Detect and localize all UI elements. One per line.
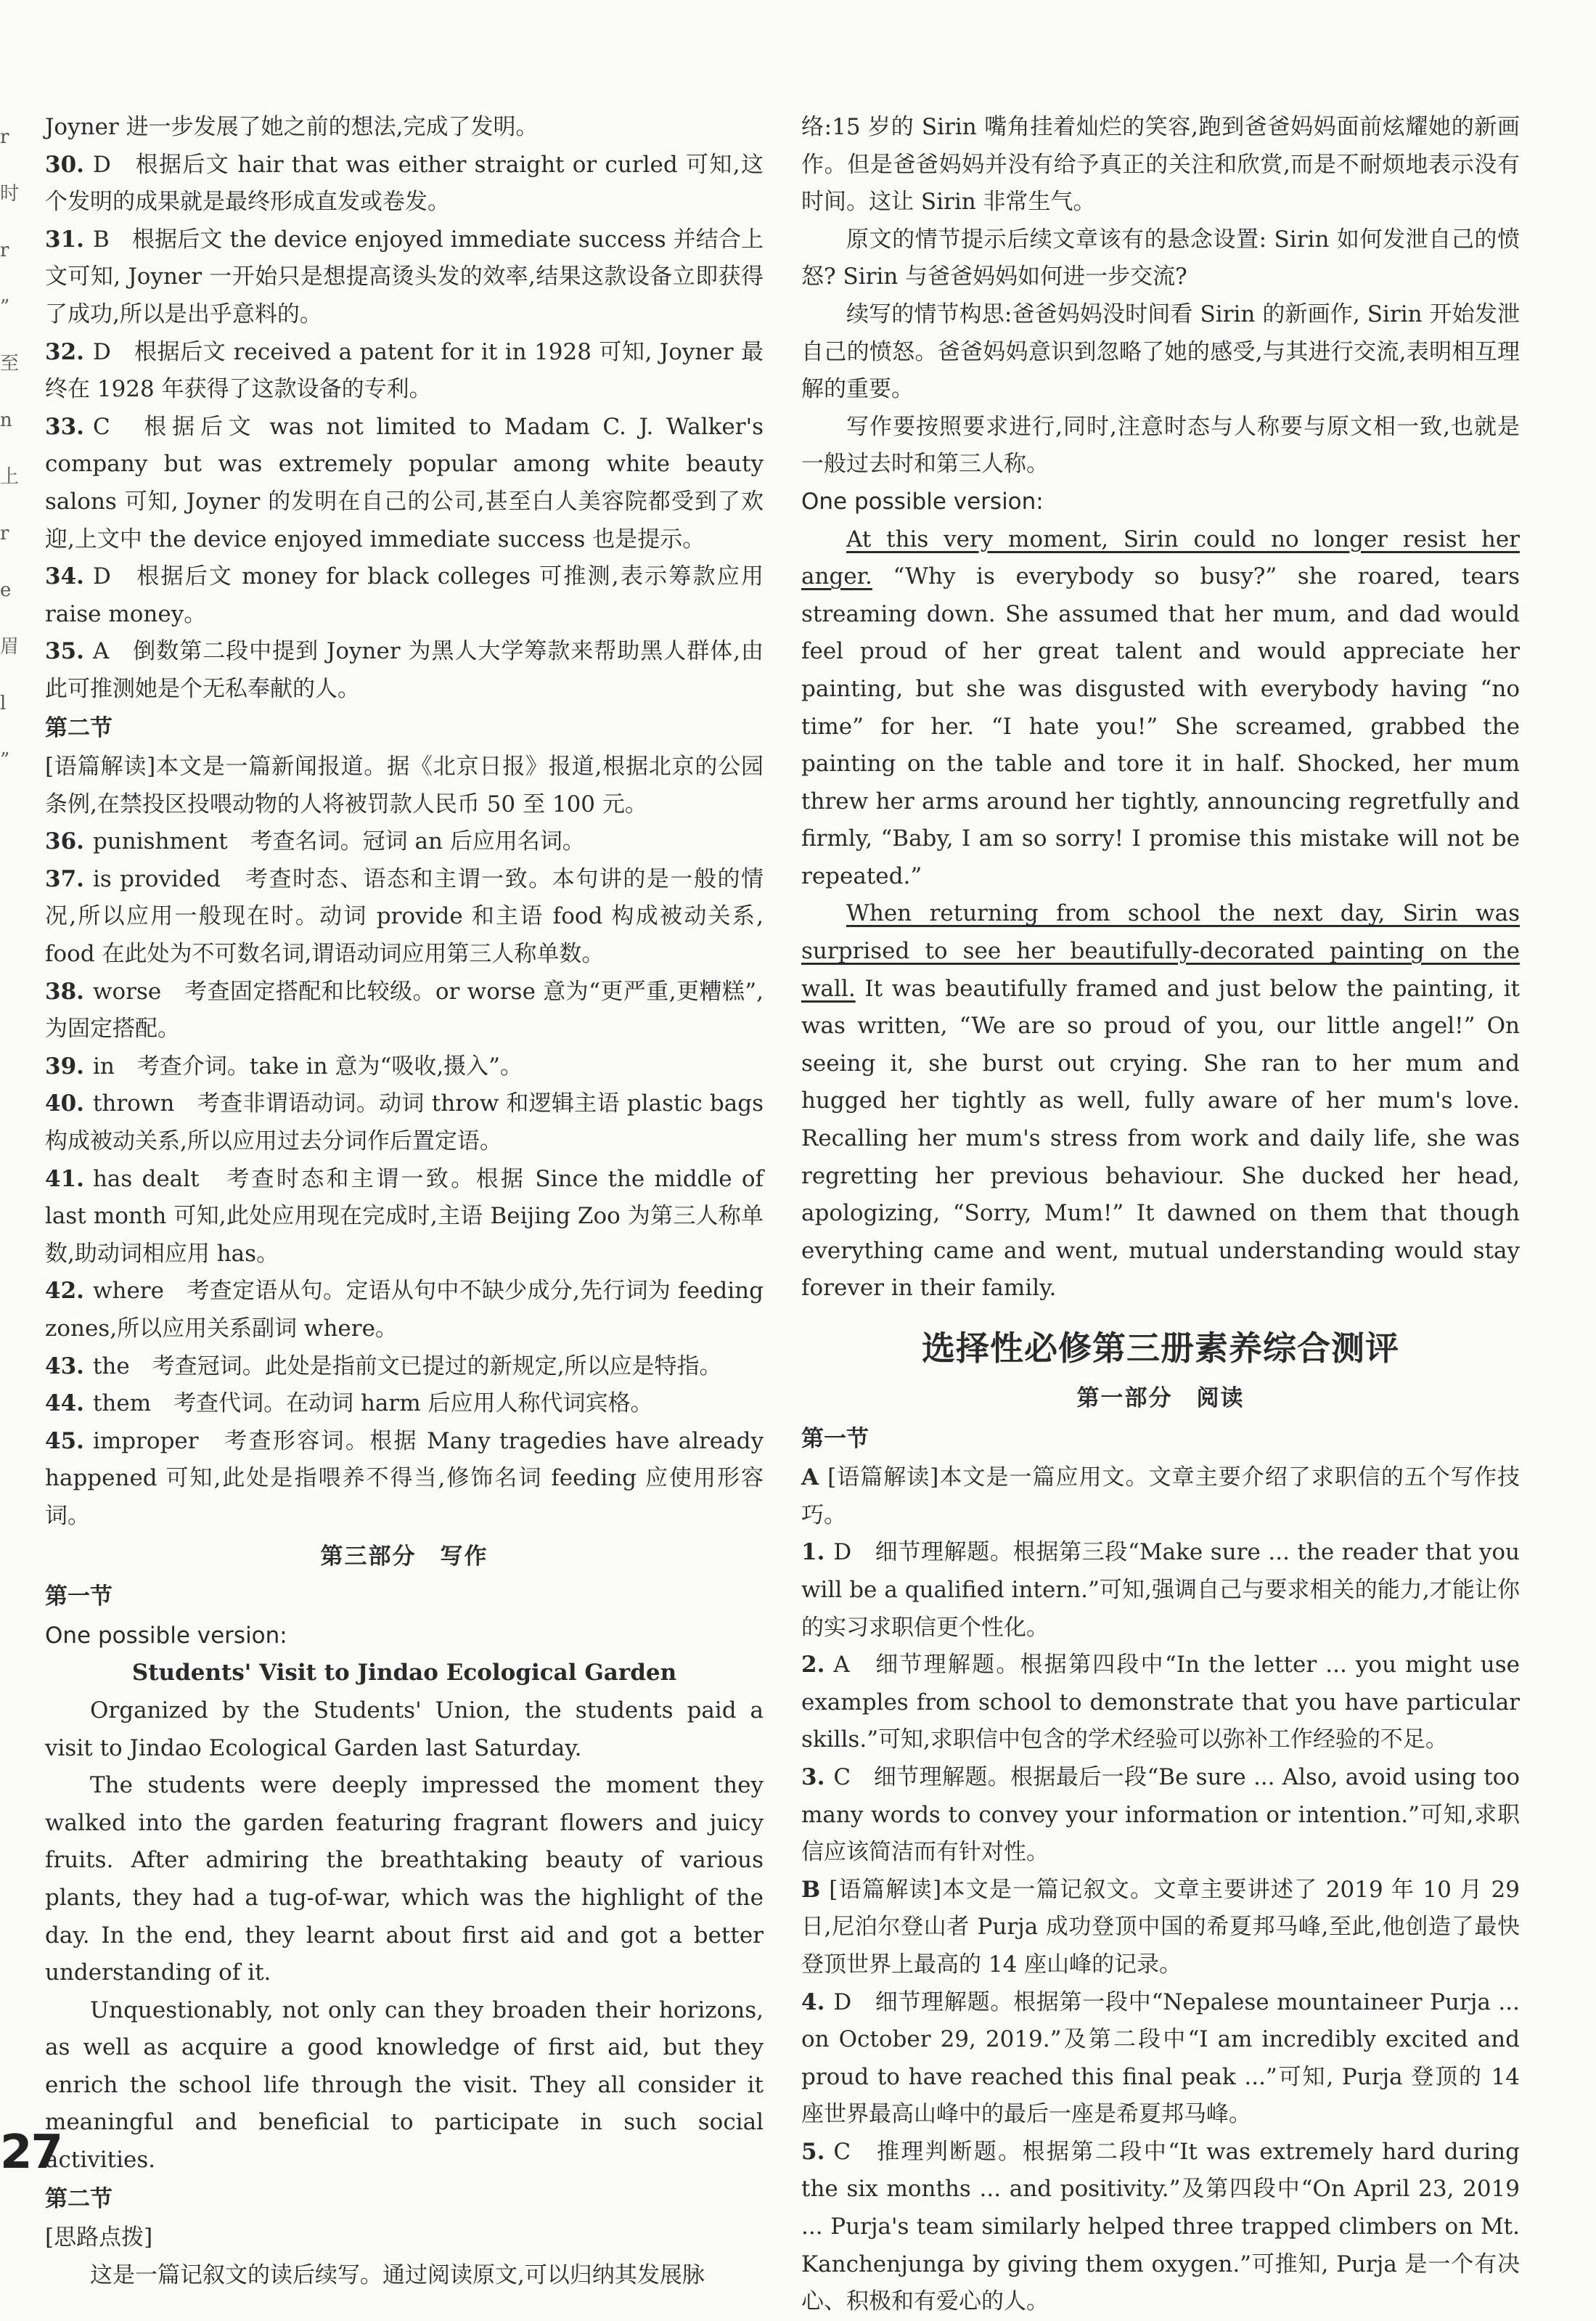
given-opening-sentence: When returning from school the next day, Sirin was surprised to see her beautifully-decorated painting on the wall. (801, 900, 1520, 1002)
answer-1: 1. D 细节理解题。根据第三段“Make sure ... the reader that you will be a qualified intern.”可知,强调自己与要求相关的能力,才能让你的实习求职信更个性化。 (801, 1539, 1520, 1641)
answer-40: 40. thrown 考查非谓语动词。动词 throw 和逻辑主语 plastic bags 构成被动关系,所以应用过去分词作后置定语。 (45, 1090, 764, 1155)
right-column (801, 109, 1520, 2321)
answer-2: 2. A 细节理解题。根据第四段中“In the letter ... you might use examples from school to demonstrate that you have particular skills.”可知,求职信中包含的学术经验可以弥补工作经验的不足。 (801, 1652, 1520, 1753)
answer-30: 30. D 根据后文 hair that was either straight or curled 可知,这个发明的成果就是最终形成直发或卷发。 (45, 151, 764, 216)
answer-39: 39. in 考查介词。take in 意为“吸收,摄入”。 (45, 1053, 523, 1080)
left-column (45, 109, 764, 2294)
story-paragraph: At this very moment, Sirin could no longer resist her anger. “Why is everybody so busy?” she roared, tears streaming down. She assumed that her mum, and dad would feel proud of her great talent and would appreciate her painting, but she was disgusted with everybody having “no time” for her. “I hate you!” She screamed, grabbed the painting on the table and tore it in half. Shocked, her mum threw her arms around her tightly, announcing regretfully and firmly, “Baby, I am so sorry! I promise this mistake will not be repeated.” (801, 526, 1520, 889)
passage-analysis: B [语篇解读]本文是一篇记叙文。文章主要讲述了 2019 年 10 月 29 日,尼泊尔登山者 Purja 成功登顶中国的希夏邦马峰,至此,他创造了最快登顶世界上最高的 14 座山峰的记录。 (801, 1876, 1520, 1978)
thinking-tag-line: [思路点拨] (45, 2224, 153, 2251)
section-heading: 第一节 (801, 1425, 869, 1452)
paragraph: Joyner 进一步发展了她之前的想法,完成了发明。 (45, 114, 539, 140)
paragraph: 络:15 岁的 Sirin 嘴角挂着灿烂的笑容,跑到爸爸妈妈面前炫耀她的新画作。但是爸爸妈妈并没有给予真正的关注和欣赏,而是不耐烦地表示没有时间。这让 Sirin 非常生气。 (801, 114, 1520, 216)
answer-36: 36. punishment 考查名词。冠词 an 后应用名词。 (45, 828, 585, 855)
story-paragraph: When returning from school the next day, Sirin was surprised to see her beautifully-decorated painting on the wall. It was beautifully framed and just below the painting, it was written, “We are so proud of you, our little angel!” On seeing it, she burst out crying. She ran to her mum and hugged her tightly as well, fully aware of her mum's love. Recalling her mum's stress from work and daily life, she was regretting her previous behaviour. She ducked her head, apologizing, “Sorry, Mum!” It dawned on them that though everything came and went, mutual understanding would stay forever in their family. (801, 900, 1520, 1302)
essay-title: Students' Visit to Jindao Ecological Garden (131, 1660, 677, 1686)
paragraph: 这是一篇记叙文的读后续写。通过阅读原文,可以归纳其发展脉 (90, 2261, 705, 2288)
answer-4: 4. D 细节理解题。根据第一段中“Nepalese mountaineer Purja ... on October 29, 2019.”及第二段中“I am incredibly excited and proud to have reached this final peak ...”可知, Purja 登顶的 14 座世界最高山峰中的最后一座是希夏邦马峰。 (801, 1988, 1520, 2128)
left-edge-cropped-text: r 时 r ” 至 n 上 r e 眉 l ” (0, 126, 20, 771)
answer-38: 38. worse 考查固定搭配和比较级。or worse 意为“更严重,更糟糕”,为固定搭配。 (45, 978, 764, 1043)
thinking-tag: 思路点拨 (54, 2224, 144, 2251)
version-label: One possible version: (801, 488, 1044, 515)
answer-3: 3. C 细节理解题。根据最后一段“Be sure ... Also, avoid using too many words to convey your information or intention.”可知,求职信应该简洁而有针对性。 (801, 1763, 1520, 1866)
essay-paragraph: The students were deeply impressed the moment they walked into the garden featuring fragrant flowers and juicy fruits. After admiring the breathtaking beauty of various plants, they had a tug-of-war, which was the highlight of the day. In the end, they learnt about first aid and got a better understanding of it. (45, 1772, 764, 1986)
test-title: 选择性必修第三册素养综合测评 (922, 1329, 1399, 1368)
answer-37: 37. is provided 考查时态、语态和主谓一致。本句讲的是一般的情况,所以应用一般现在时。动词 provide 和主语 food 构成被动关系, food 在此处为不可数名词,谓语动词应用第三人称单数。 (45, 865, 764, 968)
answer-45: 45. improper 考查形容词。根据 Many tragedies have already happened 可知,此处是指喂养不得当,修饰名词 feeding 应使用形容词。 (45, 1427, 764, 1529)
section-heading: 第一节 (45, 1583, 112, 1610)
paragraph: 写作要按照要求进行,同时,注意时态与人称要与原文相一致,也就是一般过去时和第三人称。 (801, 413, 1520, 478)
answer-31: 31. B 根据后文 the device enjoyed immediate success 并结合上文可知, Joyner 一开始只是想提高烫头发的效率,结果这款设备立即获得了成功,所以是出乎意料的。 (45, 226, 764, 327)
answer-5: 5. C 推理判断题。根据第二段中“It was extremely hard during the six months ... and positivity.”及第四段中“On April 23, 2019 ... Purja's team similarly helped three trapped climbers on Mt. Kanchenjunga by giving them oxygen.”可推知, Purja 是一个有决心、积极和有爱心的人。 (801, 2138, 1520, 2315)
section-heading: 第二节 (45, 2185, 112, 2212)
essay-paragraph: Organized by the Students' Union, the students paid a visit to Jindao Ecological Garden last Saturday. (45, 1697, 764, 1761)
answer-32: 32. D 根据后文 received a patent for it in 1928 可知, Joyner 最终在 1928 年获得了这款设备的专利。 (45, 338, 764, 403)
paragraph: 原文的情节提示后续文章该有的悬念设置: Sirin 如何发泄自己的愤怒? Sirin 与爸爸妈妈如何进一步交流? (801, 226, 1520, 290)
analysis-tag: 语篇解读 (838, 1876, 933, 1903)
answer-34: 34. D 根据后文 money for black colleges 可推测,表示筹款应用 raise money。 (45, 563, 764, 627)
answer-33: 33. C 根据后文 was not limited to Madam C. J. Walker's company but was extremely popular among white beauty salons 可知, Joyner 的发明在自己的公司,甚至白人美容院都受到了欢迎,上文中 the device enjoyed immediate success 也是提示。 (45, 413, 764, 552)
part-heading: 第三部分 写作 (320, 1543, 488, 1570)
passage-analysis: [语篇解读]本文是一篇新闻报道。据《北京日报》报道,根据北京的公园条例,在禁投区投喂动物的人将被罚款人民币 50 至 100 元。 (45, 754, 764, 817)
given-opening-sentence: At this very moment, Sirin could no longer resist her anger. (801, 526, 1520, 590)
section-heading: 第二节 (45, 714, 112, 741)
part-heading: 第一部分 阅读 (1076, 1385, 1245, 1411)
essay-paragraph: Unquestionably, not only can they broaden their horizons, as well as acquire a good knowledge of first aid, but they enrich the school life through the visit. They all consider it meaningful and beneficial to participate in such social activities. (45, 1996, 764, 2174)
version-label: One possible version: (45, 1622, 287, 1649)
analysis-tag: 语篇解读 (836, 1464, 930, 1491)
answer-41: 41. has dealt 考查时态和主谓一致。根据 Since the middle of last month 可知,此处应用现在完成时,主语 Beijing Zoo 为第三人称单数,助动词相应用 has。 (45, 1165, 764, 1267)
answer-43: 43. the 考查冠词。此处是指前文已提过的新规定,所以应是特指。 (45, 1353, 722, 1379)
analysis-tag: 语篇解读 (54, 754, 147, 780)
answer-42: 42. where 考查定语从句。定语从句中不缺少成分,先行词为 feeding zones,所以应用关系副词 where。 (45, 1278, 764, 1342)
passage-analysis: A [语篇解读]本文是一篇应用文。文章主要介绍了求职信的五个写作技巧。 (801, 1464, 1521, 1528)
page-number: 27 (0, 2126, 62, 2179)
paragraph: 续写的情节构思:爸爸妈妈没时间看 Sirin 的新画作, Sirin 开始发泄自己的愤怒。爸爸妈妈意识到忽略了她的感受,与其进行交流,表明相互理解的重要。 (801, 301, 1520, 403)
answer-35: 35. A 倒数第二段中提到 Joyner 为黑人大学筹款来帮助黑人群体,由此可推测她是个无私奉献的人。 (45, 638, 764, 702)
answer-44: 44. them 考查代词。在动词 harm 后应用人称代词宾格。 (45, 1390, 653, 1417)
